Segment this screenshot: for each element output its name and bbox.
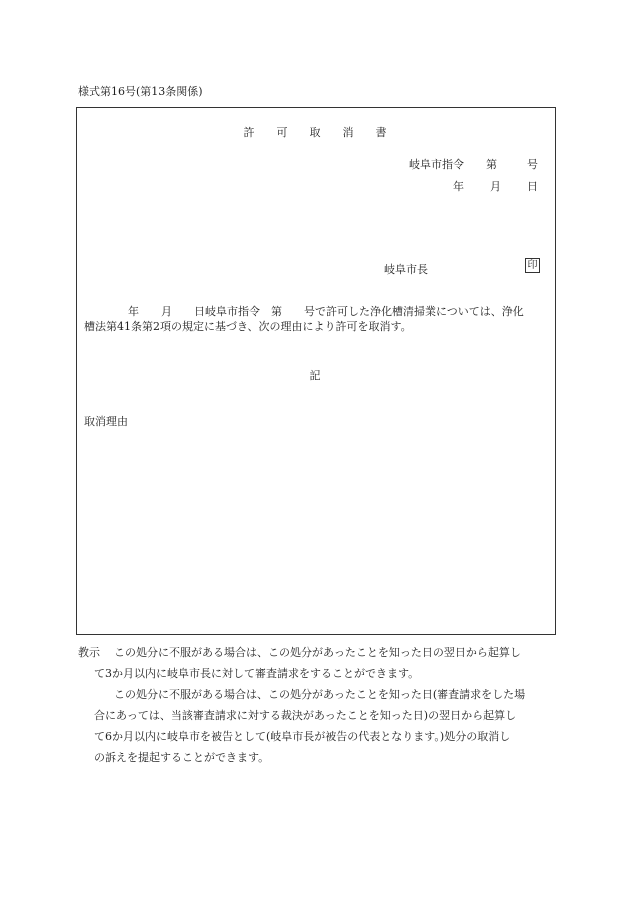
document-date xyxy=(453,178,538,194)
document-title xyxy=(0,124,630,140)
title-char: 消 xyxy=(342,126,354,139)
notice-row: 合にあっては、当該審査請求に対する裁決があったことを知った日)の翌日から起算し xyxy=(94,709,517,722)
notice-row: て3か月以内に岐阜市長に対して審査請求をすることができます。 xyxy=(94,667,420,680)
doc-number-go: 号 xyxy=(527,158,538,171)
issuer-name: 岐阜市長 xyxy=(384,263,428,276)
doc-number-prefix: 岐阜市指令 xyxy=(409,158,464,171)
body-line: 槽法第41条第2項の規定に基づき、次の理由により許可を取消す。 xyxy=(84,320,412,333)
body-line-text: 年 月 日岐阜市指令 第 号で許可した浄化槽清掃業については、浄化 xyxy=(128,305,524,318)
date-year: 年 xyxy=(453,180,464,193)
title-char: 可 xyxy=(276,126,288,139)
date-day: 日 xyxy=(527,180,538,193)
notice-row: て6か月以内に岐阜市を被告として(岐阜市長が被告の代表となります。)処分の取消し xyxy=(94,730,511,743)
notice-heading: 教示 xyxy=(78,646,100,659)
title-char: 取 xyxy=(309,126,321,139)
form-number-label: 様式第16号(第13条関係) xyxy=(78,85,203,98)
seal-mark: 印 xyxy=(525,258,540,273)
doc-number-dai: 第 xyxy=(486,158,497,171)
document-number xyxy=(409,156,538,172)
body-line xyxy=(84,304,550,319)
body-paragraph xyxy=(84,304,550,334)
ki-heading: 記 xyxy=(309,369,321,382)
notice-row xyxy=(78,642,554,663)
title-char: 書 xyxy=(375,126,387,139)
reason-label: 取消理由 xyxy=(84,415,128,428)
appeal-notice xyxy=(78,642,554,768)
date-month: 月 xyxy=(490,180,501,193)
notice-text: この処分に不服がある場合は、この処分があったことを知った日の翌日から起算し xyxy=(114,646,521,659)
notice-row: の訴えを提起することができます。 xyxy=(94,751,270,764)
title-char: 許 xyxy=(243,126,255,139)
notice-row: この処分に不服がある場合は、この処分があったことを知った日(審査請求をした場 xyxy=(114,688,526,701)
